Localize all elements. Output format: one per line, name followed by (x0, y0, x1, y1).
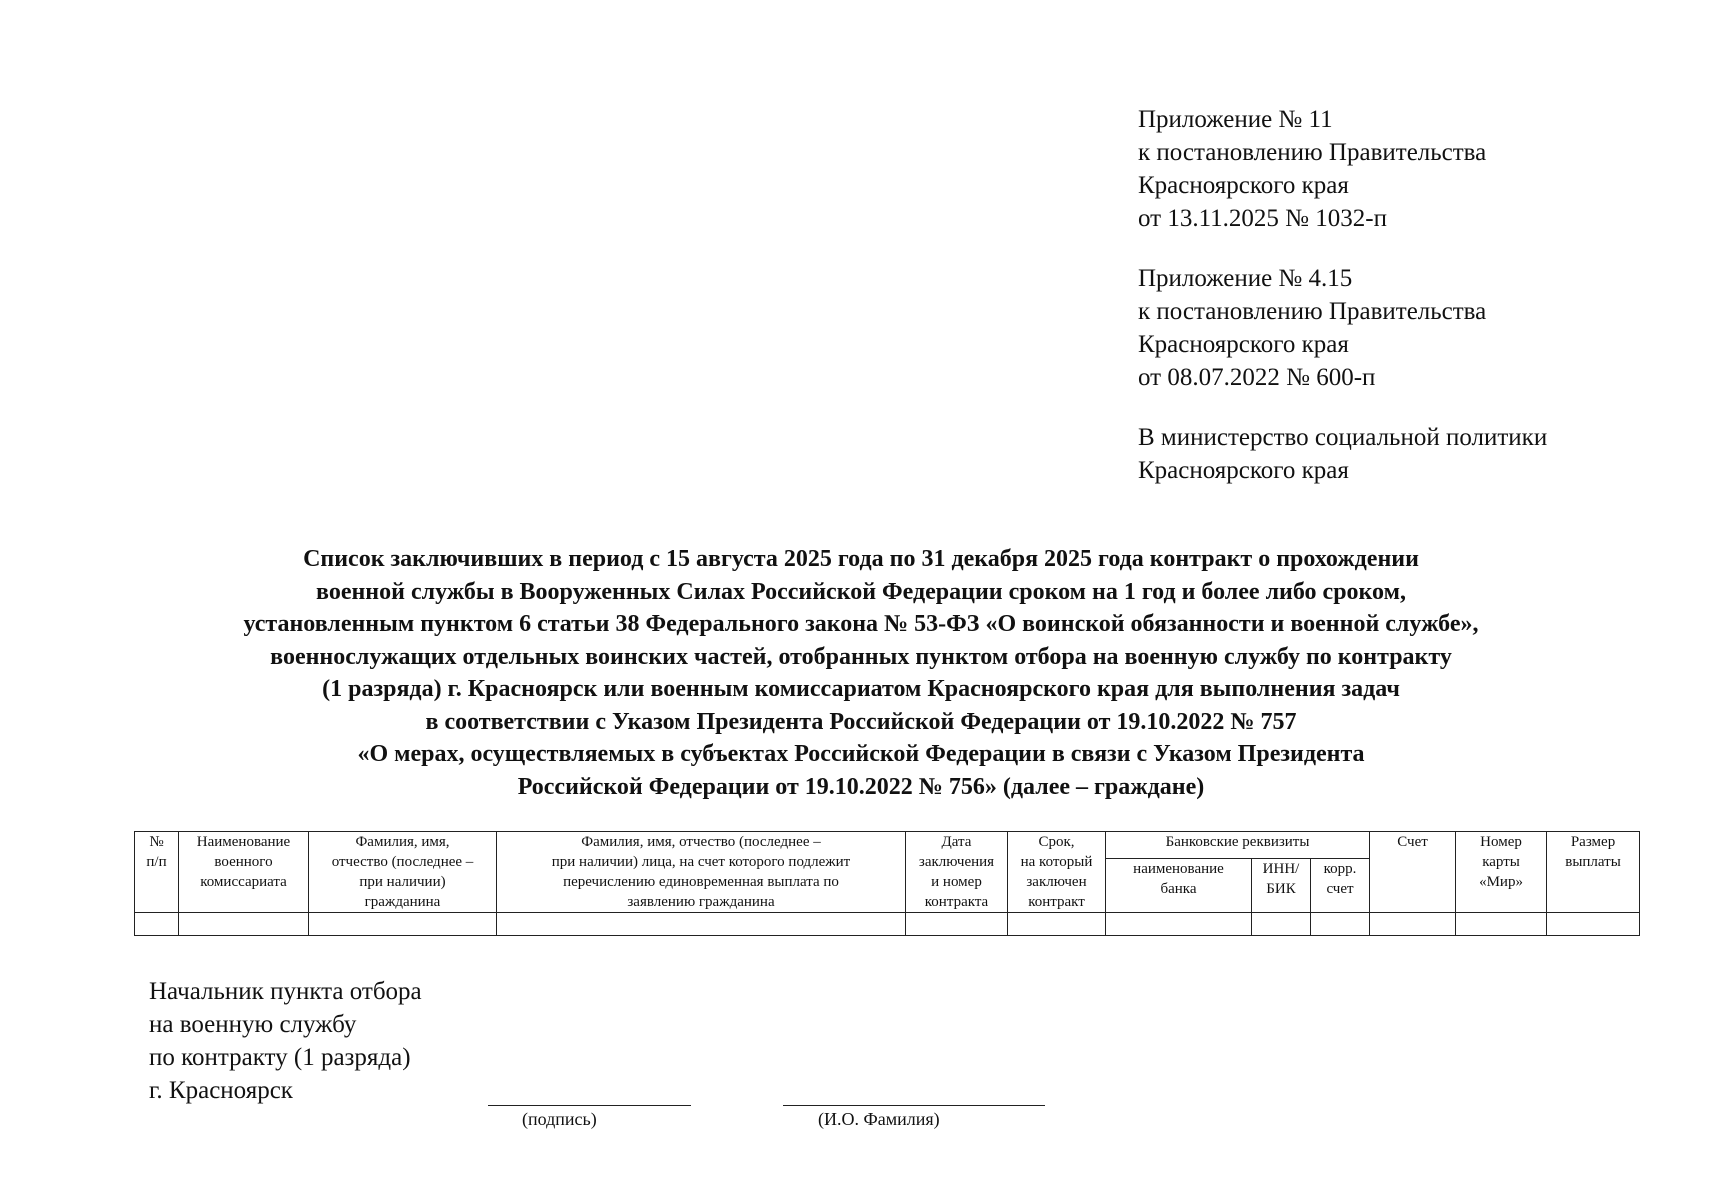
signer-block (149, 975, 422, 1107)
name-caption: (И.О. Фамилия) (818, 1109, 940, 1129)
table-cell (1008, 913, 1106, 936)
table-cell (1311, 913, 1370, 936)
appendix-11-line: Приложение № 11 (1138, 106, 1333, 133)
table-cell (497, 913, 906, 936)
appendix-4-15-line: Приложение № 4.15 (1138, 265, 1353, 292)
table-cell (1252, 913, 1311, 936)
title-line: военнослужащих отдельных воинских частей, отобранных пунктом отбора на военную службу по контракту (270, 643, 1452, 670)
header-term: Срок, на который заключен контракт (1008, 832, 1106, 913)
table-cell (179, 913, 309, 936)
recipient-block (1138, 421, 1547, 487)
signer-line: по контракту (1 разряда) (149, 1044, 411, 1071)
table-header-row (135, 832, 1640, 859)
name-line (783, 1105, 1045, 1106)
header-num: № п/п (135, 832, 179, 913)
appendix-4-15-header (1138, 262, 1486, 394)
recipient-line: Красноярского края (1138, 457, 1349, 484)
appendix-4-15-line: Красноярского края (1138, 331, 1349, 358)
signer-line: г. Красноярск (149, 1077, 293, 1104)
title-line: военной службы в Вооруженных Силах Российской Федерации сроком на 1 год и более либо сроком, (316, 578, 1406, 605)
table-cell (906, 913, 1008, 936)
header-bank-name: наименование банка (1106, 859, 1252, 913)
header-inn-bik: ИНН/ БИК (1252, 859, 1311, 913)
title-line: установленным пунктом 6 статьи 38 Федерального закона № 53-ФЗ «О воинской обязанности и военной службе», (243, 611, 1479, 637)
title-line: в соответствии с Указом Президента Российской Федерации от 19.10.2022 № 757 (425, 708, 1297, 735)
header-amount: Размер выплаты (1547, 832, 1640, 913)
table-cell (1370, 913, 1456, 936)
table-cell (1547, 913, 1640, 936)
title-line: Список заключивших в период с 15 августа 2025 года по 31 декабря 2025 года контракт о прохождении (303, 546, 1419, 572)
header-account: Счет (1370, 832, 1456, 913)
signature-line (488, 1105, 691, 1106)
appendix-4-15-line: от 08.07.2022 № 600-п (1138, 364, 1376, 391)
title-line: «О мерах, осуществляемых в субъектах Российской Федерации в связи с Указом Президента (357, 741, 1365, 767)
header-payee-name: Фамилия, имя, отчество (последнее – при наличии) лица, на счет которого подлежит перечислению единовременная выплата по заявлению гражданина (497, 832, 906, 913)
appendix-11-line: от 13.11.2025 № 1032-п (1138, 205, 1387, 232)
signer-line: Начальник пункта отбора (149, 978, 422, 1005)
appendix-4-15-line: к постановлению Правительства (1138, 298, 1487, 325)
table-cell (309, 913, 497, 936)
recipient-line: В министерство социальной политики (1138, 424, 1548, 451)
signer-line: на военную службу (149, 1011, 357, 1038)
header-card: Номер карты «Мир» (1456, 832, 1547, 913)
table-row (135, 913, 1640, 936)
header-contract-date: Дата заключения и номер контракта (906, 832, 1008, 913)
header-corr-account: корр. счет (1311, 859, 1370, 913)
table-cell (1106, 913, 1252, 936)
appendix-11-line: к постановлению Правительства (1138, 139, 1487, 166)
title-line: Российской Федерации от 19.10.2022 № 756» (далее – граждане) (517, 773, 1205, 800)
table-cell (1456, 913, 1547, 936)
header-bank-details: Банковские реквизиты (1106, 832, 1370, 859)
header-commissariat: Наименование военного комиссариата (179, 832, 309, 913)
document-title (100, 543, 1622, 803)
recipients-table (134, 831, 1640, 936)
title-line: (1 разряда) г. Красноярск или военным комиссариатом Красноярского края для выполнения задач (322, 676, 1400, 702)
appendix-11-header (1138, 103, 1486, 235)
header-citizen-name: Фамилия, имя, отчество (последнее – при наличии) гражданина (309, 832, 497, 913)
appendix-11-line: Красноярского края (1138, 172, 1349, 199)
signature-caption: (подпись) (522, 1109, 597, 1129)
table-cell (135, 913, 179, 936)
